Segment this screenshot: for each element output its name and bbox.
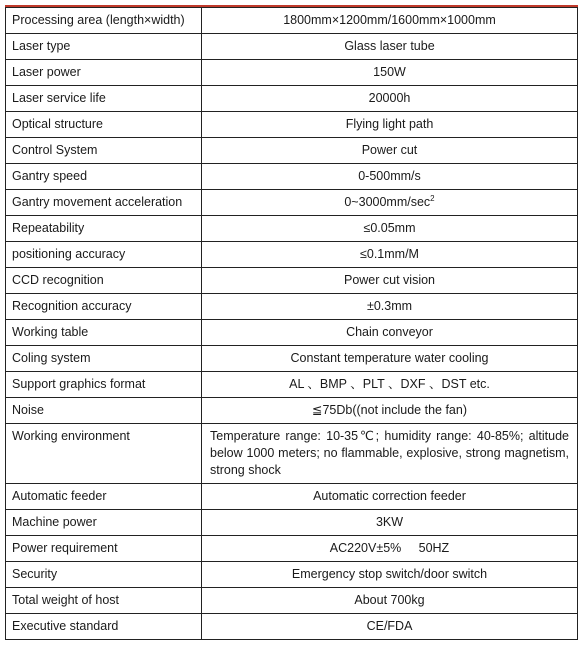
spec-value: Constant temperature water cooling [202, 346, 578, 372]
table-row [6, 536, 578, 562]
table-row [6, 86, 578, 112]
spec-value: 150W [202, 60, 578, 86]
spec-label: Control System [6, 138, 202, 164]
spec-value: 1800mm×1200mm/1600mm×1000mm [202, 8, 578, 34]
spec-label: Automatic feeder [6, 484, 202, 510]
spec-value: Emergency stop switch/door switch [202, 562, 578, 588]
spec-label: Gantry speed [6, 164, 202, 190]
spec-value: Glass laser tube [202, 34, 578, 60]
table-row [6, 242, 578, 268]
spec-value: Power cut vision [202, 268, 578, 294]
spec-label: Support graphics format [6, 372, 202, 398]
spec-label: Recognition accuracy [6, 294, 202, 320]
spec-value: Power cut [202, 138, 578, 164]
spec-value: Temperature range: 10-35℃; humidity range: 40-85%; altitude below 1000 meters; no flammable, explosive, strong magnetism, strong shock [202, 424, 578, 484]
spec-label: Working environment [6, 424, 202, 484]
spec-label: CCD recognition [6, 268, 202, 294]
table-row [6, 398, 578, 424]
superscript-exponent: 2 [430, 193, 435, 203]
spec-label: Noise [6, 398, 202, 424]
spec-value: ≦75Db((not include the fan) [202, 398, 578, 424]
spec-value: AC220V±5% 50HZ [202, 536, 578, 562]
table-row [6, 60, 578, 86]
spec-value: ≤0.05mm [202, 216, 578, 242]
table-row [6, 562, 578, 588]
spec-label: Gantry movement acceleration [6, 190, 202, 216]
table-row [6, 190, 578, 216]
spec-value: About 700kg [202, 588, 578, 614]
spec-value: CE/FDA [202, 614, 578, 640]
spec-value: 20000h [202, 86, 578, 112]
table-row [6, 268, 578, 294]
table-row [6, 484, 578, 510]
spec-value: ≤0.1mm/M [202, 242, 578, 268]
table-row [6, 320, 578, 346]
spec-value: AL 、BMP 、PLT 、DXF 、DST etc. [202, 372, 578, 398]
table-row [6, 372, 578, 398]
spec-label: Coling system [6, 346, 202, 372]
table-row [6, 216, 578, 242]
spec-value: Automatic correction feeder [202, 484, 578, 510]
table-row [6, 8, 578, 34]
table-row [6, 510, 578, 536]
table-row [6, 346, 578, 372]
spec-value [202, 190, 578, 216]
table-row [6, 614, 578, 640]
table-row [6, 294, 578, 320]
spec-value: 3KW [202, 510, 578, 536]
spec-label: Security [6, 562, 202, 588]
spec-label: Power requirement [6, 536, 202, 562]
spec-label: positioning accuracy [6, 242, 202, 268]
spec-label: Processing area (length×width) [6, 8, 202, 34]
spec-label: Executive standard [6, 614, 202, 640]
spec-value: ±0.3mm [202, 294, 578, 320]
table-row [6, 424, 578, 484]
table-row [6, 164, 578, 190]
spec-label: Repeatability [6, 216, 202, 242]
specification-table [5, 7, 578, 640]
spec-label: Total weight of host [6, 588, 202, 614]
spec-label: Laser type [6, 34, 202, 60]
table-row [6, 112, 578, 138]
spec-value: 0-500mm/s [202, 164, 578, 190]
spec-value: Chain conveyor [202, 320, 578, 346]
spec-label: Machine power [6, 510, 202, 536]
table-row [6, 588, 578, 614]
table-row [6, 34, 578, 60]
spec-label: Laser service life [6, 86, 202, 112]
spec-label: Laser power [6, 60, 202, 86]
spec-label: Optical structure [6, 112, 202, 138]
acceleration-value: 0~3000mm/sec [344, 195, 431, 209]
spec-label: Working table [6, 320, 202, 346]
table-row [6, 138, 578, 164]
spec-value: Flying light path [202, 112, 578, 138]
